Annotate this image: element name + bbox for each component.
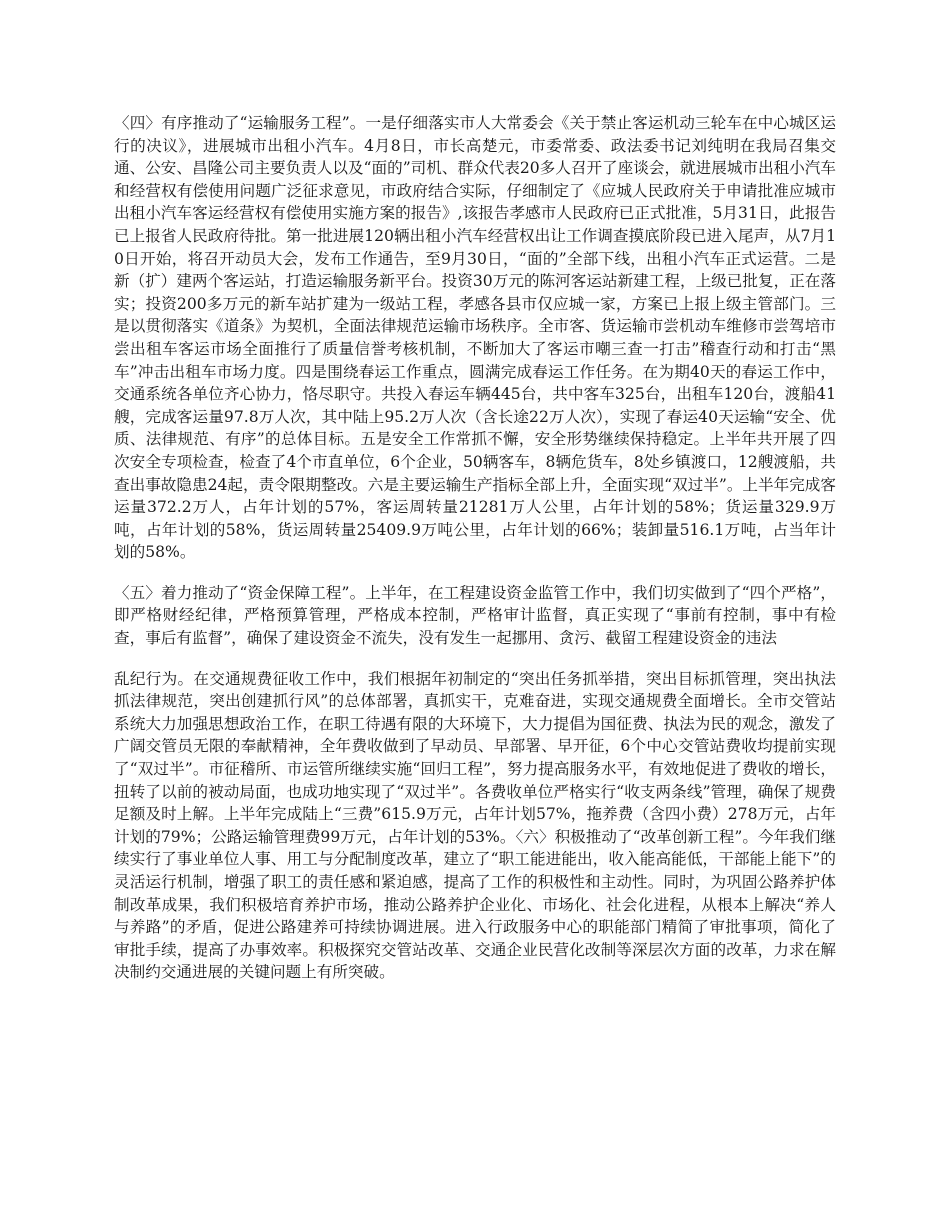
paragraph-fee-collection-reform: 乱纪行为。在交通规费征收工作中，我们根据年初制定的“突出任务抓举措，突出目标抓管理，突出执法抓法律规范，突出创建抓行风”的总体部署，真抓实干，克难奋进，实现交通规费全面增长。全市交管站系统大力加强思想政治工作，在职工待遇有限的大环境下，大力提倡为国征费、执法为民的观念，激发了广阔交管员无限的奉献精神，全年费收做到了早动员、早部署、早开征，6个中心交管站费收均提前实现了“双过半”。市征稽所、市运管所继续实施“回归工程”，努力提高服务水平，有效地促进了费收的增长，扭转了以前的被动局面，也成功地实现了“双过半”。各费收单位严格实行“收支两条线”管理，确保了规费足额及时上解。上半年完成陆上“三费”615.9万元，占年计划57%，拖养费（含四小费）278万元，占年计划的79%；公路运输管理费99万元，占年计划的53%。〈六〉积极推动了“改革创新工程”。今年我们继续实行了事业单位人事、用工与分配制度改革，建立了“职工能进能出，收入能高能低，干部能上能下”的灵活运行机制，增强了职工的责任感和紧迫感，提高了工作的积极性和主动性。同时，为巩固公路养护体制改革成果，我们积极培育养护市场，推动公路养护企业化、市场化、社会化进程，从根本上解决“养人与养路”的矛盾，促进公路建养可持续协调进展。进入行政服务中心的职能部门精简了审批事项，简化了审批手续，提高了办事效率。积极探究交管站改革、交通企业民营化改制等深层次方面的改革，力求在解决制约交通进展的关键问题上有所突破。 xyxy=(114,669,836,982)
document-body xyxy=(114,112,836,984)
paragraph-transport-service: 〈四〉有序推动了“运输服务工程”。一是仔细落实市人大常委会《关于禁止客运机动三轮车在中心城区运行的决议》，进展城市出租小汽车。4月8日，市长高楚元，市委常委、政法委书记刘纯明在我局召集交通、公安、昌隆公司主要负责人以及“面的”司机、群众代表20多人召开了座谈会，就进展城市出租小汽车和经营权有偿使用问题广泛征求意见，市政府结合实际，仔细制定了《应城人民政府关于申请批准应城市出租小汽车客运经营权有偿使用实施方案的报告》,该报告孝感市人民政府已正式批准，5月31日，此报告已上报省人民政府待批。第一批进展120辆出租小汽车经营权出让工作调查摸底阶段已进入尾声，从7月10日开始，将召开动员大会，发布工作通告，至9月30日，“面的”全部下线，出租小汽车正式运营。二是新（扩）建两个客运站，打造运输服务新平台。投资30万元的陈河客运站新建工程，上级已批复，正在落实；投资200多万元的新车站扩建为一级站工程，孝感各县市仅应城一家，方案已上报上级主管部门。三是以贯彻落实《道条》为契机，全面法律规范运输市场秩序。全市客、货运输市尝机动车维修市尝驾培市尝出租车客运市场全面推行了质量信誉考核机制，不断加大了客运市嘲三查一打击”稽查行动和打击“黑车”冲击出租车市场力度。四是围绕春运工作重点，圆满完成春运工作任务。在为期40天的春运工作中，交通系统各单位齐心协力，恪尽职守。共投入春运车辆445台，共中客车325台，出租车120台，渡船41艘，完成客运量97.8万人次，其中陆上95.2万人次（含长途22万人次），实现了春运40天运输“安全、优质、法律规范、有序”的总体目标。五是安全工作常抓不懈，安全形势继续保持稳定。上半年共开展了四次安全专项检查，检查了4个市直单位，6个企业，50辆客车，8辆危货车，8处乡镇渡口，12艘渡船，共查出事故隐患24起，责令限期整改。六是主要运输生产指标全部上升，全面实现“双过半”。上半年完成客运量372.2万人，占年计划的57%，客运周转量21281万人公里，占年计划的58%；货运量329.9万吨，占年计划的58%，货运周转量25409.9万吨公里，占年计划的66%；装卸量516.1万吨，占当年计划的58%。 xyxy=(114,114,836,562)
paragraph-fund-guarantee: 〈五〉着力推动了“资金保障工程”。上半年，在工程建设资金监管工作中，我们切实做到了“四个严格”，即严格财经纪律，严格预算管理，严格成本控制，严格审计监督，真正实现了“事前有控制，事中有检查，事后有监督”，确保了建设资金不流失，没有发生一起挪用、贪污、截留工程建设资金的违法 xyxy=(114,583,836,648)
